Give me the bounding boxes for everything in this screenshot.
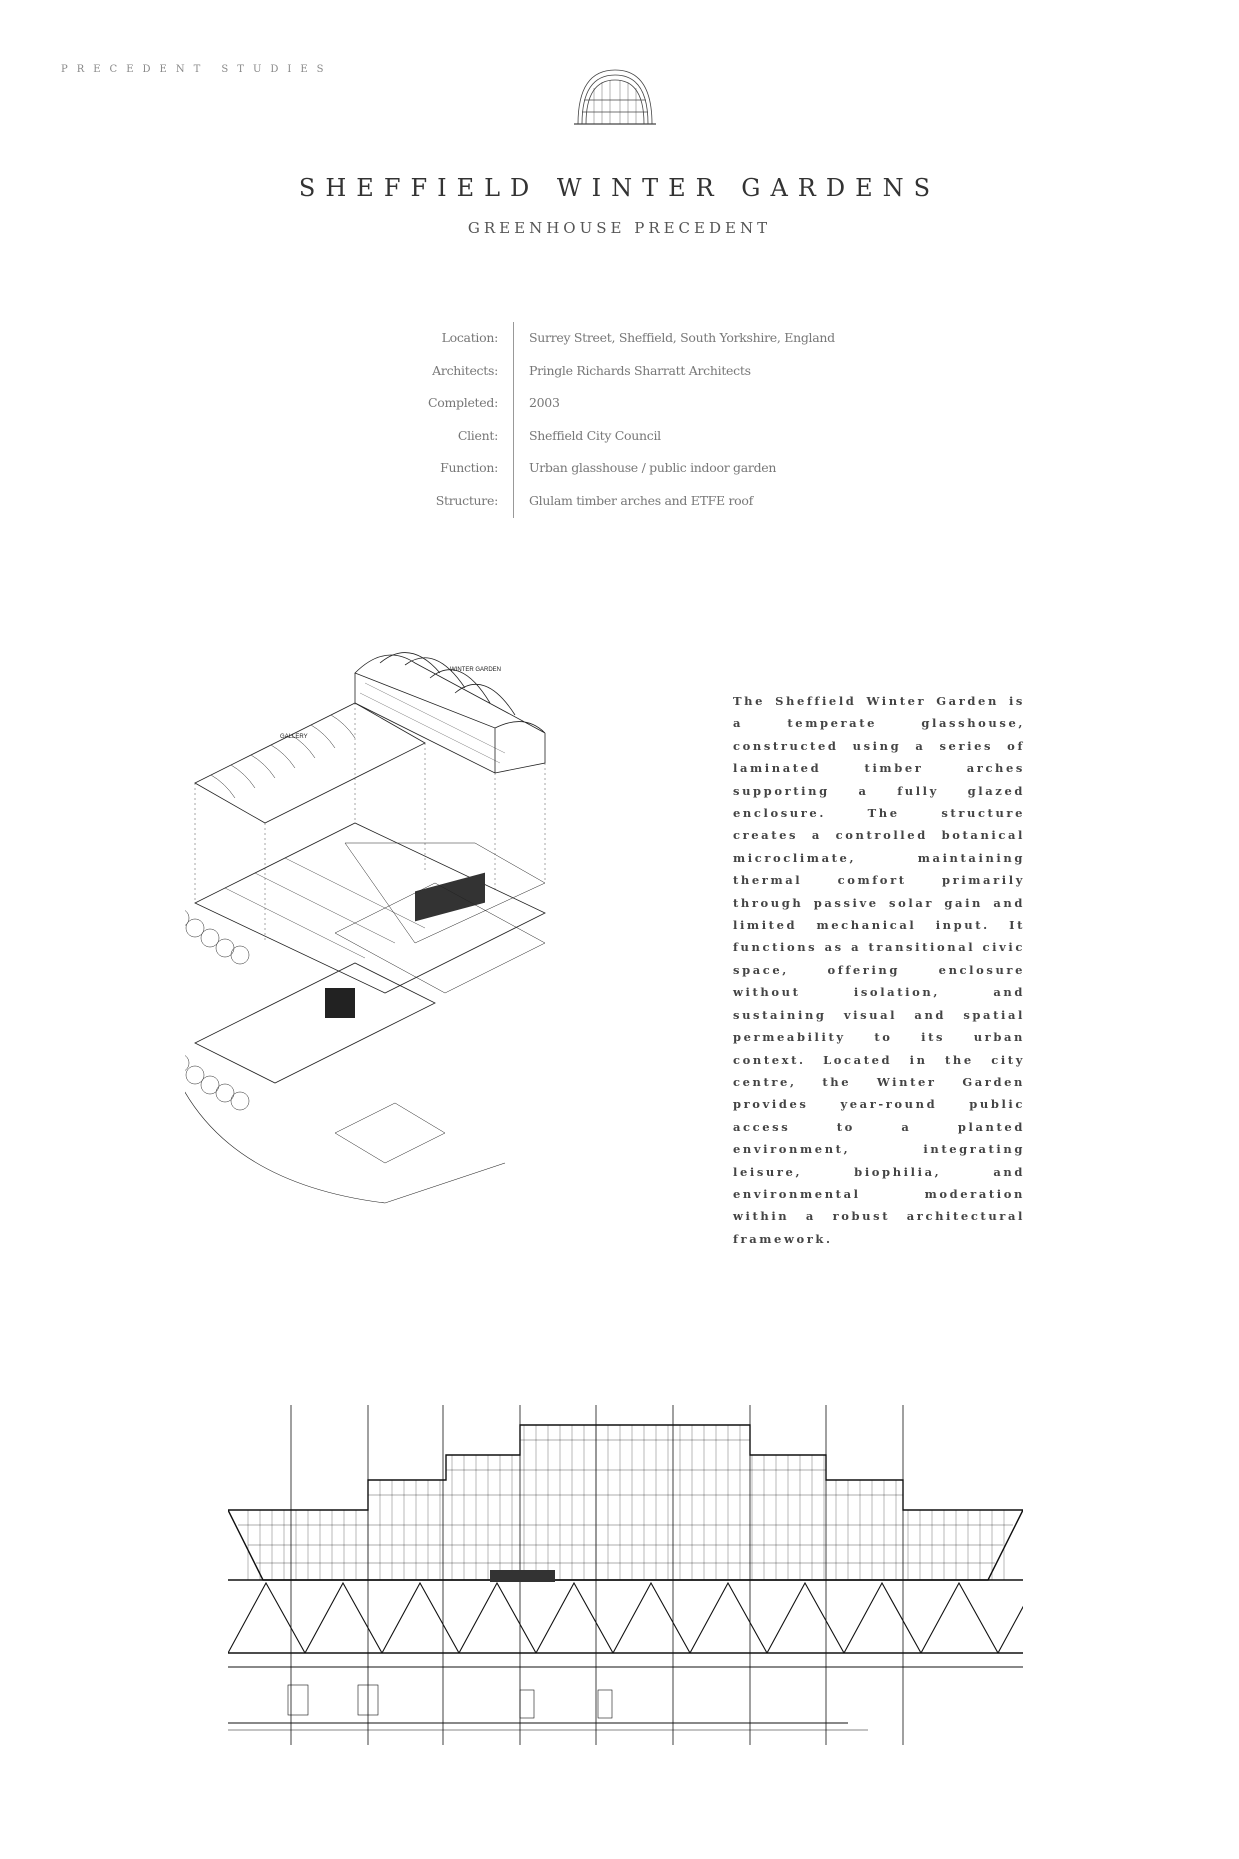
fact-value: Urban glasshouse / public indoor garden bbox=[529, 460, 777, 476]
truss-member bbox=[613, 1583, 690, 1653]
fact-label: Location: bbox=[441, 330, 498, 345]
fact-architects bbox=[0, 355, 1239, 388]
truss-member bbox=[459, 1583, 536, 1653]
truss-member bbox=[998, 1583, 1023, 1653]
fact-label: Structure: bbox=[435, 493, 498, 508]
truss-member bbox=[690, 1583, 767, 1653]
fact-value: 2003 bbox=[529, 395, 560, 411]
truss-member bbox=[767, 1583, 844, 1653]
truss-member bbox=[921, 1583, 998, 1653]
description-paragraph: The Sheffield Winter Garden is a temperate glasshouse, constructed using a series of laminated timber arches supporting a fully glazed enclosure. The structure creates a controlled botanical microclimate, maintaining thermal comfort primarily through passive solar gain and limited mechanical input. It functions as a transitional civic space, offering enclosure without isolation, and sustaining visual and spatial permeability to its urban context. Located in the city centre, the Winter Garden provides year-round public access to a planted environment, integrating leisure, biophilia, and environmental moderation within a robust architectural framework. bbox=[733, 694, 1025, 1246]
truss-member bbox=[536, 1583, 613, 1653]
fact-value: Surrey Street, Sheffield, South Yorkshire, England bbox=[529, 330, 835, 345]
section-kicker: PRECEDENT STUDIES bbox=[61, 64, 333, 75]
elevation-drawing bbox=[228, 1405, 1023, 1750]
truss-member bbox=[228, 1583, 305, 1653]
truss-member bbox=[305, 1583, 382, 1653]
fact-label: Function: bbox=[440, 460, 498, 476]
facts-divider bbox=[513, 322, 514, 518]
arch-logo-icon bbox=[570, 66, 660, 128]
truss-member bbox=[844, 1583, 921, 1653]
page-title: SHEFFIELD WINTER GARDENS bbox=[298, 174, 941, 202]
fact-value: Glulam timber arches and ETFE roof bbox=[529, 493, 753, 508]
fact-function bbox=[0, 452, 1239, 485]
page-subtitle: GREENHOUSE PRECEDENT bbox=[467, 219, 772, 237]
label-winter-garden: WINTER GARDEN bbox=[450, 667, 501, 673]
fact-location bbox=[0, 322, 1239, 355]
truss-member bbox=[382, 1583, 459, 1653]
label-gallery: GALLERY bbox=[280, 734, 308, 740]
fact-client bbox=[0, 420, 1239, 453]
fact-label: Architects: bbox=[432, 362, 498, 378]
fact-completed bbox=[0, 387, 1239, 420]
axonometric-drawing bbox=[185, 643, 575, 1213]
fact-value: Pringle Richards Sharratt Architects bbox=[529, 362, 751, 378]
fact-structure bbox=[0, 485, 1239, 518]
fact-value: Sheffield City Council bbox=[529, 427, 661, 443]
fact-label: Completed: bbox=[428, 395, 498, 411]
fact-label: Client: bbox=[457, 427, 498, 443]
